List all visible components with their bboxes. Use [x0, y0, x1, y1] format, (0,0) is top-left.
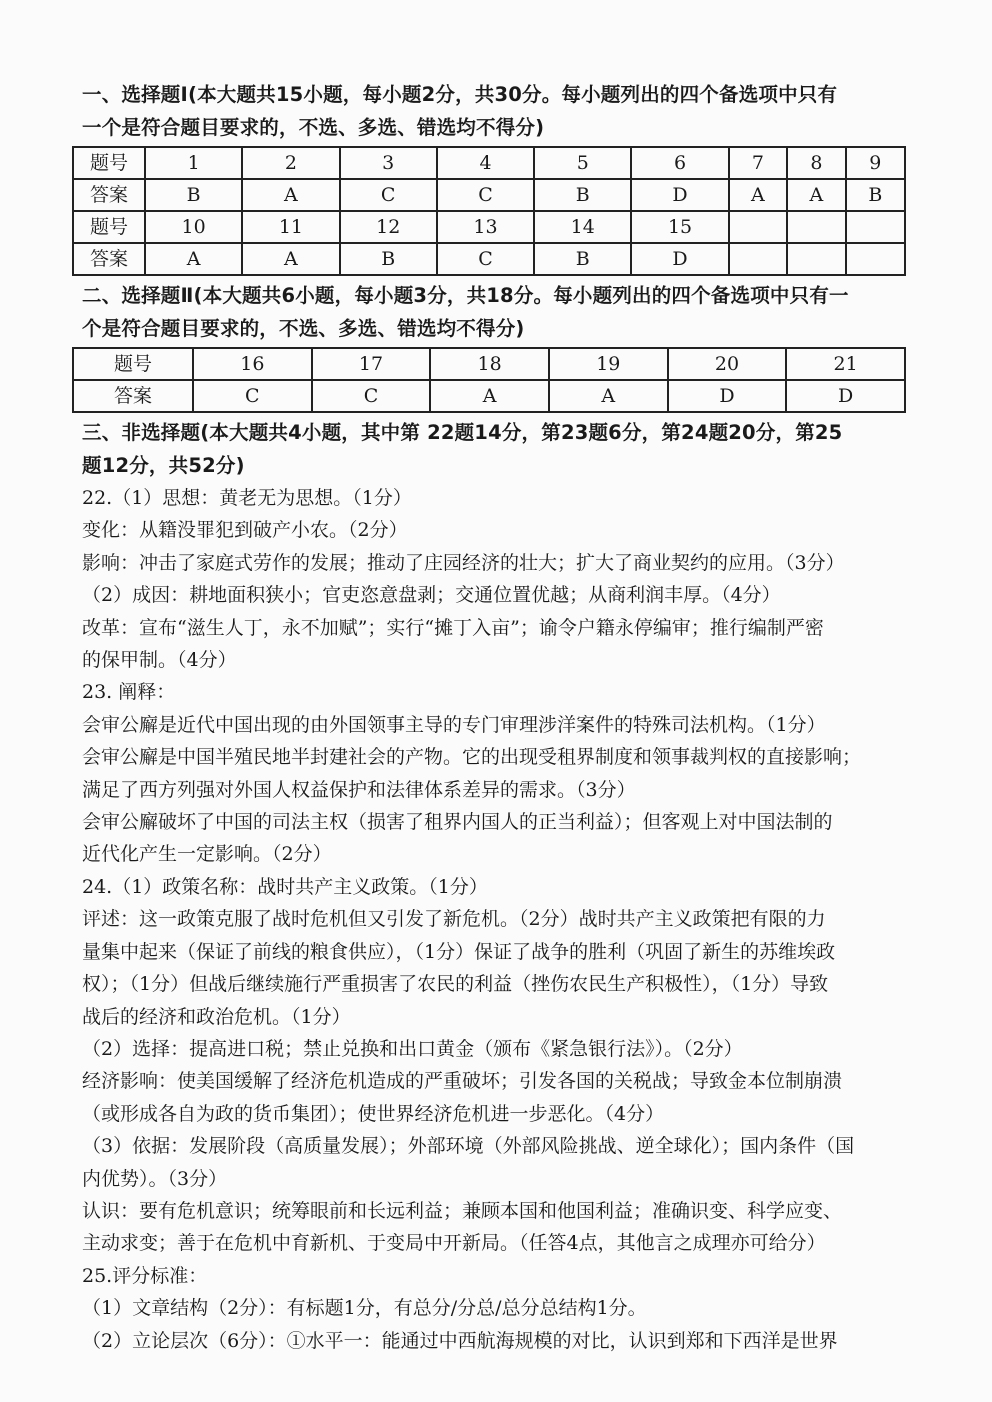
question-number-cell: 19 — [549, 348, 668, 380]
question-number-cell: 3 — [340, 147, 437, 179]
answer-cell — [846, 243, 905, 275]
answer-text-line: （2）立论层次（6分）：①水平一：能通过中西航海规模的对比，认识到郑和下西洋是世界 — [82, 1329, 838, 1352]
answer-cell: A — [787, 179, 845, 211]
answer-text-line: 改革：宣布“滋生人丁，永不加赋”；实行“摊丁入亩”；谕令户籍永停编审；推行编制严密 — [82, 616, 824, 639]
question-number-cell: 13 — [437, 211, 534, 243]
question-number-cell: 15 — [631, 211, 728, 243]
answer-cell — [729, 243, 787, 275]
answer-cell: B — [340, 243, 437, 275]
question-number-cell: 21 — [786, 348, 905, 380]
answer-text-line: （2）成因：耕地面积狭小；官吏恣意盘剥；交通位置优越；从商利润丰厚。（4分） — [82, 584, 781, 607]
question-number-cell: 11 — [242, 211, 339, 243]
answer-text-line: 会审公廨是近代中国出现的由外国领事主导的专门审理涉洋案件的特殊司法机构。（1分） — [82, 713, 826, 736]
answer-cell: B — [534, 179, 631, 211]
answer-text-line: （或形成各自为政的货币集团）；使世界经济危机进一步恶化。（4分） — [82, 1102, 665, 1125]
question-number-cell: 1 — [145, 147, 242, 179]
answer-cell: C — [340, 179, 437, 211]
question-number-cell — [729, 211, 787, 243]
answer-cell: A — [430, 380, 549, 412]
section2-heading-line2: 个是符合题目要求的，不选、多选、错选均不得分) — [82, 317, 525, 340]
answer-cell: D — [668, 380, 787, 412]
section2-heading-line1: 二、选择题Ⅱ(本大题共6小题，每小题3分，共18分。每小题列出的四个备选项中只有一 — [82, 284, 849, 307]
row-label-answer: 答案 — [73, 243, 145, 275]
answer-text-line: 权）；（1分）但战后继续施行严重损害了农民的利益（挫伤农民生产积极性），（1分）导致 — [82, 973, 829, 996]
answer-text-line: 量集中起来（保证了前线的粮食供应），（1分）保证了战争的胜利（巩固了新生的苏维埃政 — [82, 940, 836, 963]
answer-row — [73, 243, 905, 275]
answer-cell: A — [729, 179, 787, 211]
answer-cell: D — [631, 179, 728, 211]
answer-text-line: 22.（1）思想：黄老无为思想。（1分） — [82, 487, 412, 509]
answer-cell: D — [786, 380, 905, 412]
answer-text-line: 的保甲制。（4分） — [82, 649, 237, 672]
answer-text-line: （3）依据：发展阶段（高质量发展）；外部环境（外部风险挑战、逆全球化）；国内条件（国 — [82, 1135, 855, 1158]
answer-cell: C — [437, 179, 534, 211]
answer-cell — [787, 243, 845, 275]
row-label-question: 题号 — [73, 147, 145, 179]
answer-text-line: 近代化产生一定影响。（2分） — [82, 843, 332, 866]
row-label-question: 题号 — [73, 348, 193, 380]
answer-text-line: 满足了西方列强对外国人权益保护和法律体系差异的需求。（3分） — [82, 778, 636, 801]
row-label-answer: 答案 — [73, 380, 193, 412]
question-number-cell: 6 — [631, 147, 728, 179]
answer-cell: B — [846, 179, 905, 211]
question-number-cell: 5 — [534, 147, 631, 179]
answer-text-line: 认识：要有危机意识；统筹眼前和长远利益；兼顾本国和他国利益；准确识变、科学应变、 — [82, 1199, 843, 1222]
question-number-row — [73, 147, 905, 179]
answer-cell: A — [242, 243, 339, 275]
answer-cell: A — [549, 380, 668, 412]
answer-cell: B — [145, 179, 242, 211]
question-number-cell: 18 — [430, 348, 549, 380]
answer-text-line: 24.（1）政策名称：战时共产主义政策。（1分） — [82, 875, 488, 898]
row-label-question: 题号 — [73, 211, 145, 243]
answer-text-line: 内优势）。（3分） — [82, 1167, 228, 1190]
answer-text-line: 主动求变；善于在危机中育新机、于变局中开新局。（任答4点，其他言之成理亦可给分） — [82, 1232, 826, 1255]
question-number-row — [73, 348, 905, 380]
section3-heading-line1: 三、非选择题(本大题共4小题，其中第 22题14分，第23题6分，第24题20分，第25 — [82, 421, 843, 444]
answer-text-line: 战后的经济和政治危机。（1分） — [82, 1005, 351, 1028]
section3-body — [82, 482, 904, 1357]
question-number-cell: 9 — [846, 147, 905, 179]
answer-cell: C — [193, 380, 312, 412]
answer-row — [73, 179, 905, 211]
answer-text-line: （1）文章结构（2分）：有标题1分，有总分/分总/总分总结构1分。 — [82, 1297, 647, 1320]
question-number-cell: 12 — [340, 211, 437, 243]
section1-answer-table — [72, 146, 906, 276]
answer-text-line: （2）选择：提高进口税；禁止兑换和出口黄金（颁布《紧急银行法》）。（2分） — [82, 1037, 743, 1060]
answer-text-line: 会审公廨破坏了中国的司法主权（损害了租界内国人的正当利益）；但客观上对中国法制的 — [82, 811, 833, 834]
section1-heading-line2: 一个是符合题目要求的，不选、多选、错选均不得分) — [82, 116, 545, 139]
question-number-cell — [787, 211, 845, 243]
answer-text-line: 影响：冲击了家庭式劳作的发展；推动了庄园经济的壮大；扩大了商业契约的应用。（3分） — [82, 551, 845, 574]
answer-cell: A — [145, 243, 242, 275]
answer-text-line: 经济影响：使美国缓解了经济危机造成的严重破坏；引发各国的关税战；导致金本位制崩溃 — [82, 1070, 843, 1093]
answer-cell: A — [242, 179, 339, 211]
answer-text-line: 23. 阐释： — [82, 681, 176, 704]
section2-answer-table — [72, 347, 906, 413]
question-number-row — [73, 211, 905, 243]
answer-cell: C — [312, 380, 431, 412]
question-number-cell: 16 — [193, 348, 312, 380]
answer-cell: B — [534, 243, 631, 275]
answer-row — [73, 380, 905, 412]
question-number-cell: 4 — [437, 147, 534, 179]
question-number-cell: 20 — [668, 348, 787, 380]
question-number-cell: 2 — [242, 147, 339, 179]
section3-heading-line2: 题12分，共52分) — [82, 454, 245, 477]
answer-cell: D — [631, 243, 728, 275]
answer-text-line: 评述：这一政策克服了战时危机但又引发了新危机。（2分）战时共产主义政策把有限的力 — [82, 908, 826, 931]
question-number-cell — [846, 211, 905, 243]
answer-text-line: 25.评分标准： — [82, 1264, 208, 1287]
row-label-answer: 答案 — [73, 179, 145, 211]
question-number-cell: 10 — [145, 211, 242, 243]
answer-text-line: 会审公廨是中国半殖民地半封建社会的产物。它的出现受租界制度和领事裁判权的直接影响； — [82, 746, 862, 769]
section1-heading-line1: 一、选择题Ⅰ(本大题共15小题，每小题2分，共30分。每小题列出的四个备选项中只有 — [82, 83, 838, 106]
question-number-cell: 17 — [312, 348, 431, 380]
question-number-cell: 14 — [534, 211, 631, 243]
question-number-cell: 7 — [729, 147, 787, 179]
question-number-cell: 8 — [787, 147, 845, 179]
answer-text-line: 变化：从籍没罪犯到破产小农。（2分） — [82, 519, 408, 542]
answer-cell: C — [437, 243, 534, 275]
